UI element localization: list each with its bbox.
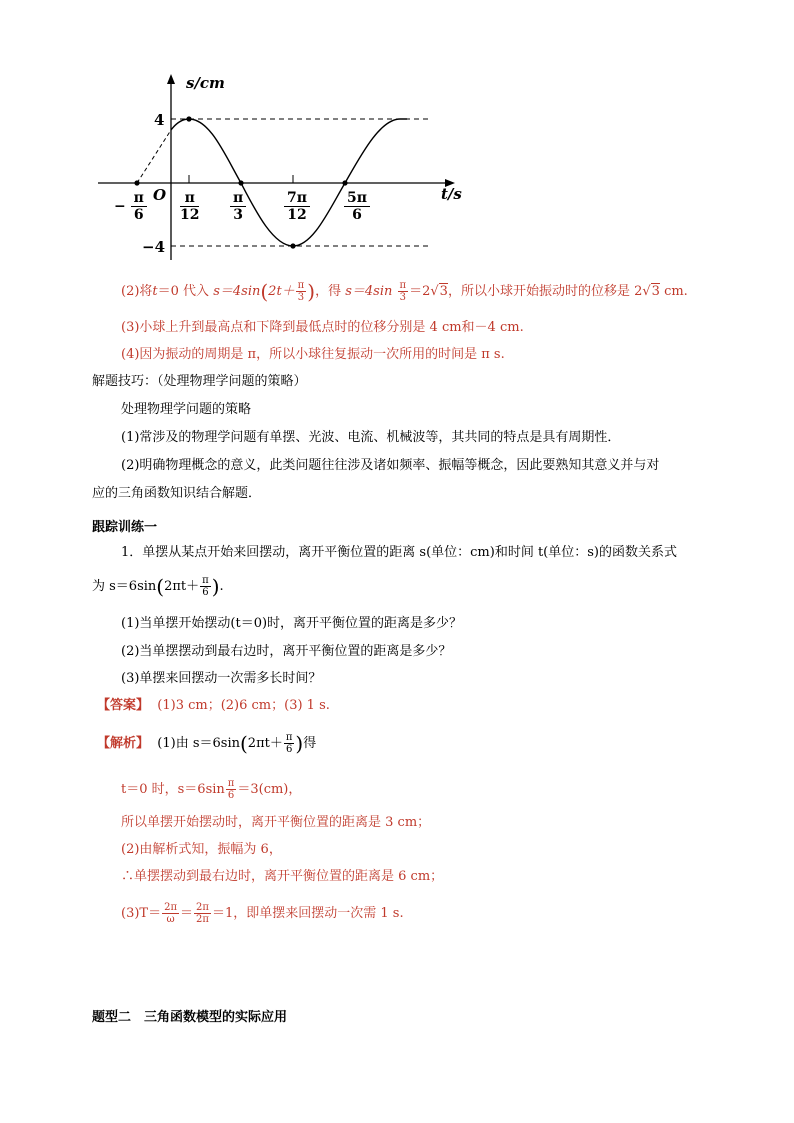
x-tick-7pi-12: $\frac{7\pi}{12}$ <box>284 190 310 223</box>
exercise-heading: 跟踪训练一 <box>92 520 158 535</box>
solution-line-4: (4)因为振动的周期是 π，所以小球往复振动一次所用的时间是 π s. <box>121 347 505 362</box>
origin-label: O <box>153 186 167 204</box>
tips-point-2b: 应的三角函数知识结合解题． <box>92 486 262 501</box>
sub-question-1: (1)当单摆开始摆动(t＝0)时，离开平衡位置的距离是多少？ <box>121 616 463 631</box>
section-heading: 题型二 三角函数模型的实际应用 <box>92 1010 288 1025</box>
analysis-line-4: (2)由解析式知，振幅为 6， <box>121 842 282 857</box>
point-pi-3 <box>238 180 243 185</box>
point-neg-pi-6 <box>134 180 139 185</box>
tips-heading: 解题技巧：（处理物理学问题的策略） <box>92 374 307 389</box>
point-7pi-12 <box>290 243 295 248</box>
x-tick-pi-3: $\frac{\pi}{3}$ <box>230 190 246 223</box>
extension-dashed-line <box>137 130 171 183</box>
x-tick-5pi-6: $\frac{5\pi}{6}$ <box>344 190 370 223</box>
solution-line-2: (2)将t＝0 代入 s＝4sin(2t＋ $\frac{\pi}{3}$ )，得 s＝4sin $\frac{\pi}{3}$ ＝2√3，所以小球开始振动时的位移是 2√3 cm. <box>121 279 688 304</box>
tips-subheading: 处理物理学问题的策略 <box>121 402 252 417</box>
y-axis-label: s/cm <box>186 74 225 92</box>
analysis-line-3: 所以单摆开始摆动时，离开平衡位置的距离是 3 cm； <box>121 815 431 830</box>
tips-point-2a: (2)明确物理概念的意义，此类问题往往涉及诸如频率、振幅等概念，因此要熟知其意义并与对 <box>121 458 660 473</box>
x-tick-neg-pi-6: − $\frac{\pi}{6}$ <box>114 190 147 223</box>
question-1-line-2: 为 s＝6sin(2πt＋ $\frac{\pi}{6}$ ). <box>92 574 224 599</box>
analysis-line-6: (3)T＝ $\frac{2\pi}{\omega}$ ＝ $\frac{2\pi}{2\pi}$ ＝1，即单摆来回摆动一次需 1 s. <box>121 902 404 925</box>
answer-line: 【答案】 (1)3 cm；(2)6 cm；(3) 1 s. <box>97 698 330 713</box>
analysis-line-5: ∴单摆摆动到最右边时，离开平衡位置的距离是 6 cm； <box>121 869 444 884</box>
solution-line-3: (3)小球上升到最高点和下降到最低点时的位移分别是 4 cm和－4 cm. <box>121 320 524 335</box>
point-pi-12 <box>186 116 191 121</box>
y-axis-arrow <box>167 74 175 84</box>
sub-question-3: (3)单摆来回摆动一次需多长时间？ <box>121 671 322 686</box>
analysis-line-1: 【解析】 (1)由 s＝6sin(2πt＋ $\frac{\pi}{6}$ )得 <box>97 731 317 756</box>
x-axis-label: t/s <box>441 185 462 203</box>
x-tick-pi-12: $\frac{\pi}{12}$ <box>180 190 200 223</box>
sub-question-2: (2)当单摆摆动到最右边时，离开平衡位置的距离是多少？ <box>121 644 452 659</box>
y-tick-4: 4 <box>154 111 165 129</box>
tips-point-1: (1)常涉及的物理学问题有单摆、光波、电流、机械波等，其共同的特点是具有周期性． <box>121 430 621 445</box>
y-tick-neg4: −4 <box>142 238 166 256</box>
question-1-line-1: 1．单摆从某点开始来回摆动，离开平衡位置的距离 s(单位：cm)和时间 t(单位：s)的函数关系式 <box>121 545 677 560</box>
point-5pi-6 <box>342 180 347 185</box>
analysis-line-2: t＝0 时，s＝6sin $\frac{\pi}{6}$ ＝3(cm)， <box>121 778 302 801</box>
